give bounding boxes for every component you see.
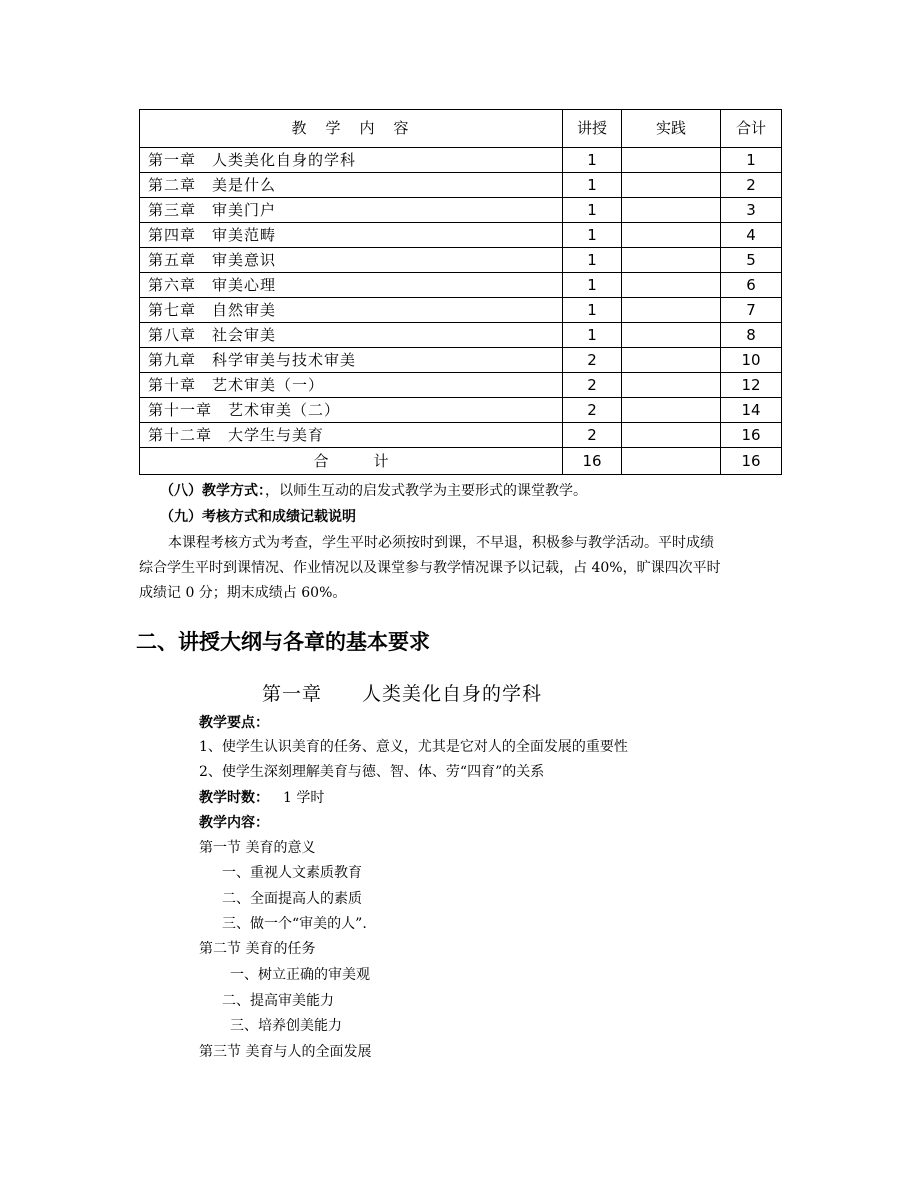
section-8-text: ，以师生互动的启发式教学为主要形式的课堂教学。 (265, 483, 587, 499)
outline-item: 一、重视人文素质教育 (222, 865, 362, 881)
header-lecture: 讲授 (563, 110, 622, 148)
outline-item: 三、培养创美能力 (230, 1018, 342, 1034)
outline-item: 二、全面提高人的素质 (222, 891, 362, 907)
table-row (140, 398, 782, 423)
section-9-line-3: 成绩记 0 分；期末成绩占 60%。 (139, 585, 347, 601)
practice-hours (622, 148, 721, 173)
table-row (140, 173, 782, 198)
lecture-hours: 1 (563, 223, 622, 248)
chapter-title: 第四章 审美范畴 (140, 223, 563, 248)
lecture-hours: 1 (563, 323, 622, 348)
practice-hours (622, 348, 721, 373)
chapter-1-title: 第一章 人类美化自身的学科 (262, 683, 543, 705)
total-hours: 8 (721, 323, 782, 348)
chapter-title: 第一章 人类美化自身的学科 (140, 148, 563, 173)
section-9-line-2: 综合学生平时到课情况、作业情况以及课堂参与教学情况课予以记载，占 40%，旷课四次平时 (139, 560, 721, 576)
chapter-title: 第九章 科学审美与技术审美 (140, 348, 563, 373)
total-hours: 10 (721, 348, 782, 373)
chapter-title: 第七章 自然审美 (140, 298, 563, 323)
total-label: 合 计 (140, 448, 563, 475)
key-point-2: 2、使学生深刻理解美育与德、智、体、劳“四育”的关系 (199, 764, 545, 780)
header-content: 教 学 内 容 (140, 110, 563, 148)
total-hours: 7 (721, 298, 782, 323)
table-total-row (140, 448, 782, 475)
chapter-title: 第十一章 艺术审美（二） (140, 398, 563, 423)
practice-hours (622, 423, 721, 448)
total-hours: 4 (721, 223, 782, 248)
lecture-hours: 1 (563, 198, 622, 223)
chapter-title: 第六章 审美心理 (140, 273, 563, 298)
course-hours-table (139, 109, 782, 475)
outline-item: 三、做一个“审美的人”. (222, 916, 367, 932)
total-hours: 14 (721, 398, 782, 423)
practice-hours (622, 273, 721, 298)
lecture-hours: 2 (563, 348, 622, 373)
hours (199, 787, 324, 807)
section-8 (160, 480, 587, 500)
total-hours: 6 (721, 273, 782, 298)
chapter-title: 第五章 审美意识 (140, 248, 563, 273)
lecture-hours: 1 (563, 148, 622, 173)
chapter-title: 第十章 艺术审美（一） (140, 373, 563, 398)
total-hours: 2 (721, 173, 782, 198)
hours-value: 1 学时 (283, 790, 325, 806)
total-hours: 3 (721, 198, 782, 223)
lecture-hours: 1 (563, 273, 622, 298)
chapter-title: 第三章 审美门户 (140, 198, 563, 223)
section-9-line-1: 本课程考核方式为考查，学生平时必须按时到课，不早退，积极参与教学活动。平时成绩 (168, 535, 714, 551)
chapter-title: 第八章 社会审美 (140, 323, 563, 348)
lecture-hours: 2 (563, 373, 622, 398)
table-row (140, 273, 782, 298)
key-point-1: 1、使学生认识美育的任务、意义，尤其是它对人的全面发展的重要性 (199, 739, 628, 755)
lecture-hours: 1 (563, 173, 622, 198)
outline-item: 二、提高审美能力 (222, 993, 334, 1009)
key-points-label: 教学要点： (199, 715, 269, 731)
total-lecture: 16 (563, 448, 622, 475)
outline-item: 一、树立正确的审美观 (230, 967, 370, 983)
section-8-heading: （八）教学方式： (160, 483, 265, 499)
lecture-hours: 1 (563, 298, 622, 323)
total-hours: 12 (721, 373, 782, 398)
part-2-heading: 二、讲授大纲与各章的基本要求 (136, 630, 430, 654)
table-row (140, 248, 782, 273)
table-row (140, 198, 782, 223)
table-row (140, 323, 782, 348)
table-row (140, 348, 782, 373)
practice-hours (622, 198, 721, 223)
table-row (140, 223, 782, 248)
header-total: 合计 (721, 110, 782, 148)
practice-hours (622, 298, 721, 323)
table-row (140, 373, 782, 398)
content-label: 教学内容： (199, 815, 269, 831)
lecture-hours: 2 (563, 423, 622, 448)
lecture-hours: 2 (563, 398, 622, 423)
chapter-title: 第二章 美是什么 (140, 173, 563, 198)
total-practice (622, 448, 721, 475)
hours-label: 教学时数： (199, 790, 269, 806)
practice-hours (622, 323, 721, 348)
section-9-heading: （九）考核方式和成绩记载说明 (160, 509, 356, 525)
total-hours: 16 (721, 423, 782, 448)
total-total: 16 (721, 448, 782, 475)
practice-hours (622, 248, 721, 273)
table-row (140, 423, 782, 448)
table-row (140, 148, 782, 173)
total-hours: 1 (721, 148, 782, 173)
lecture-hours: 1 (563, 248, 622, 273)
practice-hours (622, 223, 721, 248)
header-practice: 实践 (622, 110, 721, 148)
practice-hours (622, 173, 721, 198)
table-header-row (140, 110, 782, 148)
chapter-title: 第十二章 大学生与美育 (140, 423, 563, 448)
practice-hours (622, 373, 721, 398)
total-hours: 5 (721, 248, 782, 273)
practice-hours (622, 398, 721, 423)
outline-item: 第三节 美育与人的全面发展 (199, 1044, 372, 1060)
outline-item: 第二节 美育的任务 (199, 941, 316, 957)
outline-item: 第一节 美育的意义 (199, 840, 316, 856)
table-row (140, 298, 782, 323)
